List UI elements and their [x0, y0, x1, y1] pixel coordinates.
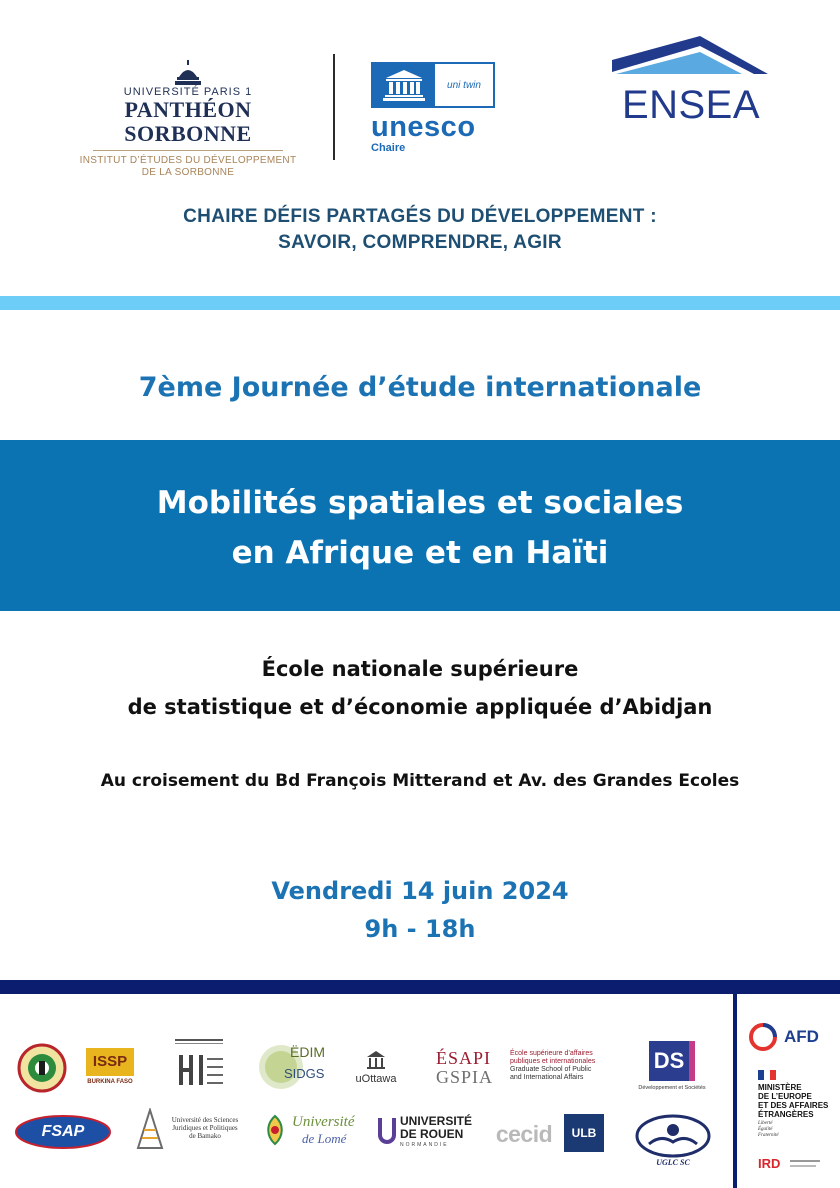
seal-icon	[17, 1043, 67, 1093]
event-time: 9h - 18h	[364, 915, 476, 943]
cecid-logo	[488, 1118, 560, 1150]
chair-title	[0, 204, 840, 256]
ensea-wordmark: ENSEA	[621, 83, 761, 127]
uottawa-logo	[350, 1044, 402, 1090]
uh-emblem-icon	[171, 1037, 227, 1089]
chair-line2: SAVOIR, COMPRENDRE, AGIR	[278, 232, 562, 253]
usjpb-line1: Université des Sciences	[171, 1116, 239, 1124]
ds-mark: DS	[649, 1041, 695, 1081]
event-title-line1: Mobilités spatiales et sociales	[156, 485, 684, 521]
venue-address: Au croisement du Bd François Mitterand et Av. des Grandes Ecoles	[100, 771, 740, 791]
uh-logo	[170, 1036, 228, 1090]
issp-sub: BURKINA FASO	[87, 1078, 133, 1085]
pantheon-line2: PANTHÉON SORBONNE	[124, 97, 252, 146]
lome-line2: de Lomé	[302, 1131, 347, 1146]
partner-seal-logo	[16, 1042, 68, 1094]
ulb-logo	[564, 1114, 604, 1152]
ulb-mark: ULB	[571, 1126, 597, 1140]
fsap-logo	[14, 1114, 112, 1150]
event-date: Vendredi 14 juin 2024	[271, 877, 569, 905]
pantheon-sub2: DE LA SORBONNE	[141, 167, 235, 178]
devise-line1: Liberté	[758, 1121, 773, 1126]
rouen-line1: UNIVERSITÉ	[400, 1114, 473, 1128]
esapi-desc2: publiques et internationales	[510, 1058, 596, 1065]
sidgs-mark: SIDGS	[284, 1066, 325, 1081]
devise-line3: Fraternité	[758, 1133, 779, 1138]
esapi-mark: ÉSAPI	[436, 1048, 492, 1068]
usjpb-text	[168, 1116, 242, 1140]
ird-rule	[790, 1160, 820, 1162]
esapi-description	[510, 1050, 614, 1082]
rouen-line3: NORMANDIE	[400, 1142, 449, 1148]
pantheon-divider	[93, 150, 283, 151]
edim-mark: ËDIM	[290, 1044, 325, 1060]
ird-rule2	[790, 1165, 816, 1167]
event-schedule	[0, 872, 840, 948]
unesco-chaire: Chaire	[371, 142, 406, 154]
unitwin-icon	[435, 64, 493, 106]
uglc-logo	[632, 1110, 714, 1170]
chair-line1: CHAIRE DÉFIS PARTAGÉS DU DÉVELOPPEMENT :	[183, 206, 657, 227]
esapi-desc1: École supérieure d’affaires	[510, 1050, 593, 1057]
ministere-logo	[758, 1070, 834, 1140]
issp-logo	[84, 1044, 136, 1088]
ird-logo	[758, 1154, 822, 1176]
usjpb-logo	[134, 1108, 242, 1154]
esapi-desc4: and International Affairs	[510, 1074, 584, 1081]
tower-icon	[134, 1108, 166, 1152]
ministere-line1: MINISTÈRE	[758, 1083, 802, 1092]
ministere-line3: ET DES AFFAIRES	[758, 1101, 829, 1110]
gspia-mark: GSPIA	[436, 1067, 494, 1087]
ds-logo	[634, 1036, 710, 1096]
lome-emblem-icon	[262, 1114, 288, 1146]
ministere-line2: DE L’EUROPE	[758, 1092, 812, 1101]
usjpb-line3: de Bamako	[189, 1132, 221, 1140]
devise-line2: Égalité	[758, 1127, 773, 1132]
dome-icon	[173, 60, 203, 86]
issp-mark: ISSP	[86, 1048, 134, 1076]
book-icon	[635, 1114, 711, 1158]
building-icon	[365, 1049, 387, 1071]
header-separator	[333, 54, 335, 160]
venue-name	[0, 650, 840, 726]
venue-line1: École nationale supérieure	[261, 657, 579, 681]
lome-line1: Université	[292, 1114, 355, 1130]
unitwin-label: uni twin	[447, 79, 481, 91]
cecid-mark: cecid	[495, 1120, 553, 1147]
event-title	[0, 478, 840, 578]
rouen-u-icon	[378, 1118, 396, 1144]
unesco-wordmark: unesco	[371, 111, 476, 143]
usjpb-line2: Juridiques et Politiques	[172, 1124, 238, 1132]
lome-logo	[262, 1112, 354, 1150]
light-blue-bar	[0, 296, 840, 310]
afd-mark: AFD	[784, 1027, 819, 1046]
ministere-line4: ÉTRANGÈRES	[758, 1110, 814, 1119]
rouen-logo	[378, 1114, 474, 1152]
navy-divider	[733, 994, 737, 1188]
flag-icon	[758, 1070, 776, 1080]
navy-bar	[0, 980, 840, 994]
roof-icon	[612, 34, 770, 84]
afd-ring-icon	[748, 1022, 778, 1052]
rouen-line2: DE ROUEN	[400, 1127, 464, 1141]
esapi-desc3: Graduate School of Public	[510, 1066, 592, 1073]
venue-line2: de statistique et d’économie appliquée d’Abidjan	[127, 695, 713, 719]
afd-logo	[748, 1022, 834, 1052]
ensea-logo	[612, 34, 770, 126]
fsap-mark: FSAP	[41, 1123, 85, 1140]
unesco-temple-icon	[373, 64, 435, 106]
ird-mark: IRD	[758, 1156, 781, 1171]
ds-sub: Développement et Sociétés	[638, 1085, 706, 1091]
pantheon-sub1: INSTITUT D’ÉTUDES DU DÉVELOPPEMENT	[79, 155, 297, 166]
esapi-gspia-logo	[436, 1048, 616, 1086]
event-title-line2: en Afrique et en Haïti	[231, 535, 609, 571]
unesco-logo	[371, 62, 495, 154]
edim-sidgs-logo	[258, 1040, 344, 1096]
pantheon-line1: UNIVERSITÉ PARIS 1	[123, 86, 253, 98]
pantheon-sorbonne-logo	[72, 60, 304, 179]
uglc-label: UGLC SC	[656, 1157, 690, 1167]
edition-heading: 7ème Journée d’étude internationale	[138, 372, 702, 403]
unesco-emblem	[371, 62, 495, 108]
uottawa-label: uOttawa	[355, 1073, 397, 1085]
